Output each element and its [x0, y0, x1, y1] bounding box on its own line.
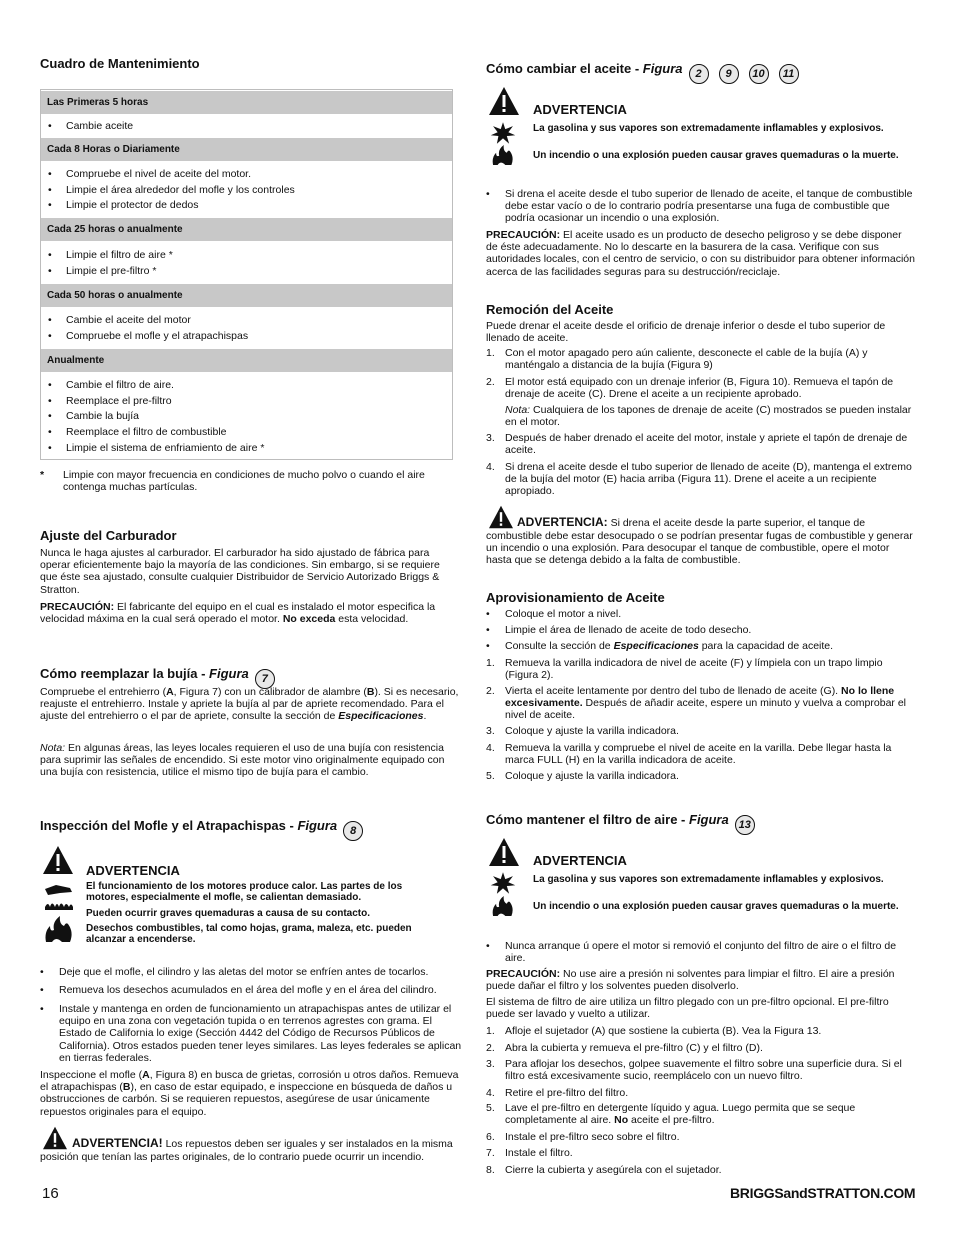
list-item: 8. Cierre la cubierta y asegúrela con el sujetador. [486, 1164, 722, 1176]
spark-plug-note: Nota: En algunas áreas, las leyes locales requieren el uso de una bujía con resistencia para suprimir las señales de encendido. Si este motor vino originalmente equipado con una bujía con resistencia, utilice el mismo tipo de bujía para el cambio. [40, 742, 445, 779]
warning-label: ADVERTENCIA [533, 853, 627, 868]
warning-text: Pueden ocurrir graves quemaduras a causa de su contacto. [86, 908, 370, 919]
list-item: • Consulte la sección de Especificaciones para la capacidad de aceite. [486, 640, 834, 652]
warning-note: ADVERTENCIA! Los repuestos deben ser iguales y ser instalados en la misma posición que tenían las partes originales, de lo contrario puede ocurrir un incendio. [40, 1136, 453, 1163]
warning-triangle-icon [42, 845, 74, 875]
maintenance-title: Cuadro de Mantenimiento [40, 56, 200, 71]
list-item: 4. Retire el pre-filtro del filtro. [486, 1087, 629, 1099]
list-item: • Instale y mantenga en orden de funcionamiento un atrapachispas antes de utilizar el equipo en una zona con vegetación tupida o en terrenos agrestes con grama. El Estado de California lo exige (Sección 4442 del Código de Recursos Públicos de California). Otros estados pueden tener leyes similares. Las leyes federales se aplican en tierras federales. [40, 1003, 462, 1064]
maintenance-table [40, 89, 453, 460]
figure-ref-badge: 10 [749, 64, 769, 84]
muffler-title: Inspección del Mofle y el Atrapachispas - Figura 8 [40, 818, 363, 841]
warning-triangle-icon [488, 837, 520, 867]
spark-plug-title: Cómo reemplazar la bujía - Figura 7 [40, 666, 275, 689]
table-row: • Limpie el filtro de aire * • Limpie el pre-filtro * [48, 249, 173, 277]
carburetor-text: Nunca le haga ajustes al carburador. El carburador ha sido ajustado de fábrica para operar eficientemente bajo la mayoría de las condiciones. Sin embargo, si se requiere que éste sea ajustado, consulte cualquier Distribuidor de Servicio Autorizado Briggs & Stratton. [40, 547, 440, 596]
air-filter-text: El sistema de filtro de aire utiliza un filtro plegado con un pre-filtro opcional. El pre-filtro puede ser lavado y vuelto a utilizar. [486, 996, 889, 1021]
warning-triangle-icon [488, 86, 520, 116]
hot-surface-icon [42, 881, 76, 913]
table-row: • Cambie el aceite del motor • Compruebe el mofle y el atrapachispas [48, 314, 249, 342]
figure-ref-badge: 11 [779, 64, 799, 84]
list-item: 1. Remueva la varilla indicadora de nivel de aceite (F) y límpiela con un trapo limpio (Figura 2). [486, 657, 883, 682]
figure-ref-badge: 9 [719, 64, 739, 84]
oil-removal-text: Puede drenar el aceite desde el orificio de drenaje inferior o desde el tubo superior de llenado de aceite. [486, 320, 886, 345]
air-filter-caution: PRECAUCIÓN: No use aire a presión ni solventes para limpiar el filtro. El aire a presión puede dañar el filtro y los solventes pueden disolverlo. [486, 968, 895, 993]
list-item: • Deje que el mofle, el cilindro y las aletas del motor se enfríen antes de tocarlos. [40, 966, 429, 978]
list-item: 5. Coloque y ajuste la varilla indicadora. [486, 770, 679, 782]
figure-ref-badge: 7 [255, 669, 275, 689]
warning-text: Un incendio o una explosión pueden causar graves quemaduras o la muerte. [533, 901, 899, 912]
list-item: • Limpie el área de llenado de aceite de todo desecho. [486, 624, 752, 636]
warning-text: El funcionamiento de los motores produce calor. Las partes de los motores, especialmente el mofle, se calientan demasiado. [86, 881, 403, 903]
list-item: 4. Remueva la varilla y compruebe el nivel de aceite en la varilla. Debe llegar hasta la marca FULL (H) en la varilla indicadora de aceite. [486, 742, 892, 767]
table-section-header: Las Primeras 5 horas [41, 91, 452, 114]
footer-url[interactable]: BRIGGSandSTRATTON.COM [730, 1185, 916, 1201]
figure-ref-badge: 2 [689, 64, 709, 84]
footnote-mark: * [40, 469, 45, 481]
list-item: 6. Instale el pre-filtro seco sobre el filtro. [486, 1131, 680, 1143]
fire-icon [42, 914, 76, 944]
fire-icon [490, 142, 516, 168]
warning-text: Desechos combustibles, tal como hojas, grama, maleza, etc. pueden alcanzar a encenderse. [86, 923, 412, 945]
figure-ref-badge: 8 [343, 821, 363, 841]
table-row: • Compruebe el nivel de aceite del motor. • Limpie el área alrededor del mofle y los controles • Limpie el protector de dedos [48, 168, 295, 211]
list-item: 2. Abra la cubierta y remueva el pre-filtro (C) y el filtro (D). [486, 1042, 763, 1054]
list-item: 1. Afloje el sujetador (A) que sostiene la cubierta (B). Vea la Figura 13. [486, 1025, 822, 1037]
list-item: • Nunca arranque ú opere el motor si removió el conjunto del filtro de aire o el filtro de aire. [486, 940, 897, 965]
list-item: • Si drena el aceite desde el tubo superior de llenado de aceite, el tanque de combustible debe estar vacío o de lo contrario podría presentarse una fuga de combustible que podría ocasionar un incendio o una explosión. [486, 188, 913, 225]
list-item: 3. Coloque y ajuste la varilla indicadora. [486, 725, 679, 737]
list-item: 1. Con el motor apagado pero aún caliente, desconecte el cable de la bujía (A) y manténgalo a distancia de la bujía (Figura 9) [486, 347, 868, 372]
table-section-header: Cada 8 Horas o Diariamente [41, 138, 452, 161]
carburetor-caution: PRECAUCIÓN: El fabricante del equipo en el cual es instalado el motor especifica la velocidad máxima en la cual será operado el motor. No exceda esta velocidad. [40, 601, 436, 626]
list-item: 7. Instale el filtro. [486, 1147, 573, 1159]
list-item: • Coloque el motor a nivel. [486, 608, 622, 620]
list-item: 3. Para aflojar los desechos, golpee suavemente el filtro sobre una superficie dura. Si el filtro está excesivamente sucio, reemplácelo con un nuevo filtro. [486, 1058, 902, 1083]
oil-fill-title: Aprovisionamiento de Aceite [486, 590, 665, 605]
warning-label: ADVERTENCIA [86, 863, 180, 878]
warning-text: Un incendio o una explosión pueden causar graves quemaduras o la muerte. [533, 150, 899, 161]
air-filter-title: Cómo mantener el filtro de aire - Figura 13 [486, 812, 755, 835]
oil-caution: PRECAUCIÓN: El aceite usado es un producto de desecho peligroso y se debe disponer de éste adecuadamente. No lo descarte en la basurera de la casa. Verifique con sus autoridades locales, con el centro de servicio, o con su distribuidor para obtener información acerca de las facilidades seguras para su destrucción/reciclaje. [486, 229, 915, 278]
list-item: 2. El motor está equipado con un drenaje inferior (B, Figura 10). Remueva el tapón de drenaje de aceite (C). Drene el aceite a un recipiente aprobado. [486, 376, 894, 401]
table-section-header: Anualmente [41, 349, 452, 372]
table-row: • Cambie el filtro de aire. • Reemplace el pre-filtro • Cambie la bujía • Reemplace el filtro de combustible • Limpie el sistema de enfriamiento de aire * [48, 379, 265, 454]
table-section-header: Cada 50 horas o anualmente [41, 284, 452, 307]
list-item: 5. Lave el pre-filtro en detergente líquido y agua. Luego permita que se seque completamente al aire. No aceite el pre-filtro. [486, 1102, 856, 1127]
footnote: Limpie con mayor frecuencia en condiciones de mucho polvo o cuando el aire contenga muchas partículas. [63, 469, 425, 494]
list-item: 4. Si drena el aceite desde el tubo superior de llenado de aceite (D), mantenga el extremo de la bujía del motor (E) hacia arriba (Figura 11). Drene el aceite a un recipiente apropiado. [486, 461, 912, 498]
table-row: • Cambie aceite [48, 120, 134, 132]
fire-icon [490, 893, 516, 919]
list-item: 2. Vierta el aceite lentamente por dentro del tubo de llenado de aceite (G). No lo llene excesivamente. Después de añadir aceite, espere un minuto y vuelva a comprobar el nivel de aceite. [486, 685, 906, 722]
table-section-header: Cada 25 horas o anualmente [41, 218, 452, 241]
list-item: • Remueva los desechos acumulados en el área del mofle y en el área del cilindro. [40, 984, 437, 996]
oil-change-title: Cómo cambiar el aceite - Figura 2 9 10 11 [486, 61, 799, 84]
warning-label: ADVERTENCIA [533, 102, 627, 117]
page-number: 16 [42, 1185, 59, 1202]
oil-removal-title: Remoción del Aceite [486, 302, 614, 317]
list-item: 3. Después de haber drenado el aceite del motor, instale y apriete el tapón de drenaje de aceite. [486, 432, 908, 457]
spark-plug-text: Compruebe el entrehierro (A, Figura 7) con un calibrador de alambre (B). Si es necesario, reajuste el entrehierro. Instale y apriete la bujía al par de apriete recomendado. Para el ajuste del entrehierro o el par de apriete, consulte la sección de Especificaciones. [40, 686, 459, 723]
warning-text: La gasolina y sus vapores son extremadamente inflamables y explosivos. [533, 123, 884, 134]
figure-ref-badge: 13 [735, 815, 755, 835]
warning-note: ADVERTENCIA: Si drena el aceite desde la parte superior, el tanque de combustible debe estar desocupado o se podrían presentar fugas de combustible y generar un incendio o una explosión. Para desocupar el tanque de combustible, opere el motor hasta que se detenga debido a la falta de combustible. [486, 515, 913, 567]
muffler-inspection-text: Inspeccione el mofle (A, Figura 8) en busca de grietas, corrosión u otros daños. Remueva el atrapachispas (B), en caso de estar equipado, e inspeccione en búsqueda de daños u obstrucciones de carbón. Si se requieren repuestos, asegúrese de usar únicamente repuestos originales para el equipo. [40, 1069, 459, 1118]
carburetor-title: Ajuste del Carburador [40, 528, 177, 543]
warning-text: La gasolina y sus vapores son extremadamente inflamables y explosivos. [533, 874, 884, 885]
oil-removal-note: Nota: Cualquiera de los tapones de drenaje de aceite (C) mostrados se pueden instalar en el motor. [505, 404, 912, 429]
